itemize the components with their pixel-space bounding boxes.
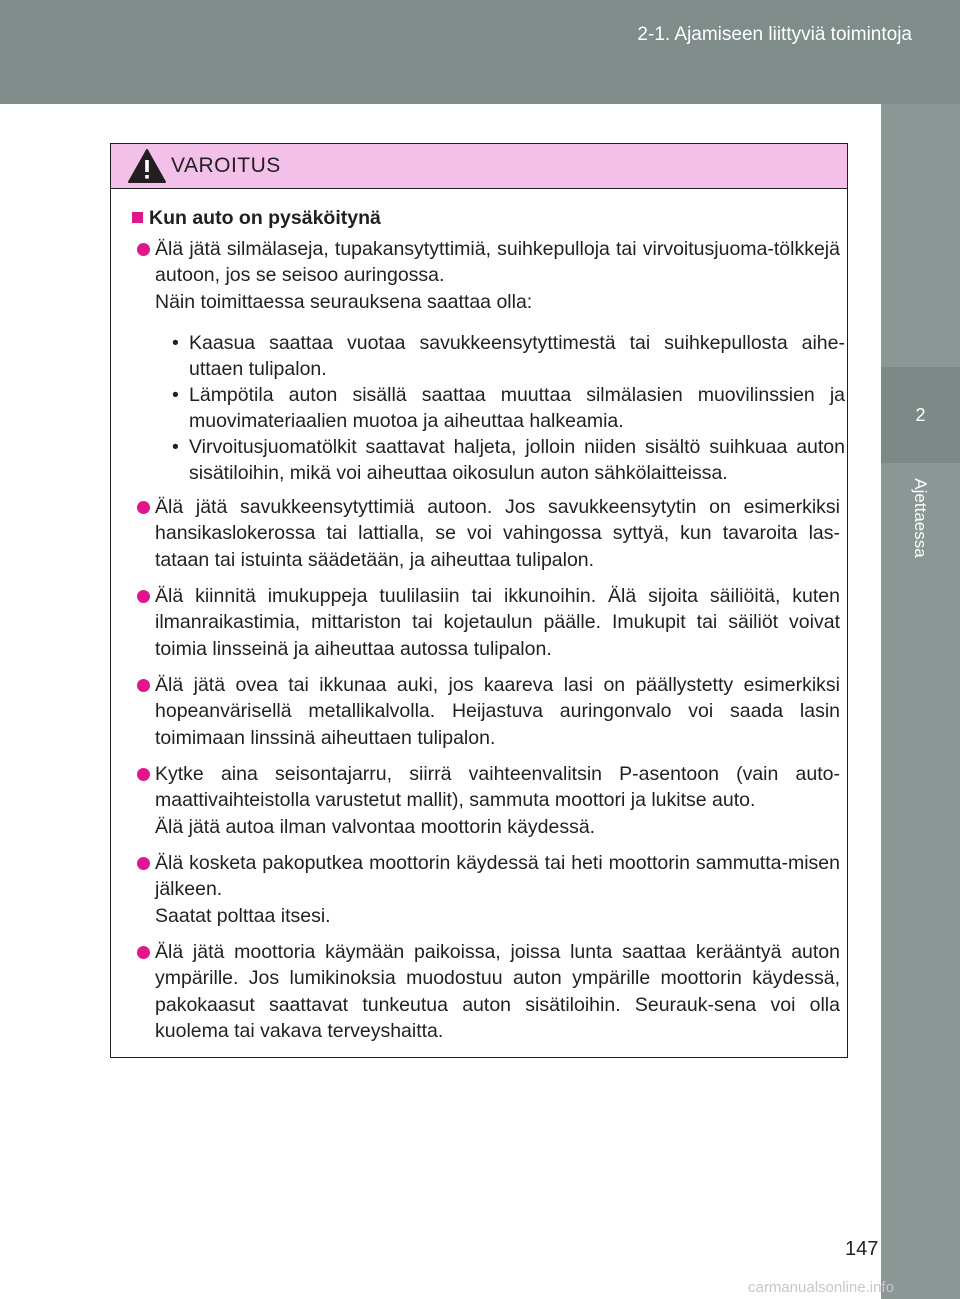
list-item-text: Älä jätä ovea tai ikkunaa auki, jos kaareva lasi on päällystetty esimerkiksi hopeanvärisellä metallikalvolla. Heijastuva auringonvalo voi saada lasin toimimaan linssinä aiheuttaen tulipalon.: [155, 674, 840, 749]
warning-box: [110, 143, 848, 1058]
sub-bullet: •: [172, 332, 179, 354]
list-item-text: Älä kiinnitä imukuppeja tuulilasiin tai ikkunoihin. Älä sijoita säiliöitä, kuten ilmanraikastimia, mittariston tai kojetaulun päälle. Imukupit tai säiliöt voivat toimia linsseinä ja aiheuttaa autossa tulipalon.: [155, 585, 840, 660]
chapter-number: 2: [881, 367, 960, 463]
warning-header: [111, 144, 847, 189]
square-bullet-icon: [132, 212, 143, 223]
sub-list-item: [172, 434, 845, 487]
sub-list-item: [172, 382, 845, 435]
list-item: [155, 939, 840, 1044]
bullet-icon: [137, 857, 150, 870]
section-heading: [111, 205, 381, 231]
list-item-text: Älä jätä moottoria käymään paikoissa, joissa lunta saattaa kerääntyä auton ympärille. Jos lumikinoksia muodostuu auton ympärille moottorin käydessä, pakokaasut saattavat tunkeutua auton sisätiloihin. Seurauk-sena voi olla kuolema tai vakava terveyshaitta.: [155, 941, 840, 1042]
list-item-text: Kytke aina seisontajarru, siirrä vaihteenvalitsin P-asentoon (vain auto-maattivaihteistolla varustetut mallit), sammuta moottori ja lukitse auto.: [155, 763, 840, 812]
bullet-icon: [137, 679, 150, 692]
section-heading-text: Kun auto on pysäköitynä: [149, 207, 381, 229]
bullet-icon: [137, 768, 150, 781]
list-item-note: Saatat polttaa itsesi.: [155, 904, 331, 927]
warning-title: VAROITUS: [171, 154, 281, 177]
sub-list-item-text: Virvoitusjuomatölkit saattavat haljeta, jolloin niiden sisältö suihkuaa auton sisätiloihin, mikä voi aiheuttaa oikosulun auton sähkölaitteissa.: [189, 436, 845, 485]
bullet-icon: [137, 243, 150, 256]
list-item: [155, 850, 840, 929]
sub-list-item-text: Kaasua saattaa vuotaa savukkeensytyttimestä tai suihkepullosta aihe-uttaen tulipalon.: [189, 332, 845, 381]
page-header: [0, 0, 960, 104]
list-item: [155, 583, 840, 662]
warning-triangle-icon: [127, 148, 167, 184]
page-number: 147: [845, 1238, 879, 1260]
chapter-label: Ajettaessa: [911, 478, 930, 558]
list-item: [155, 761, 840, 840]
list-item-note: Älä jätä autoa ilman valvontaa moottorin käydessä.: [155, 815, 596, 838]
bullet-icon: [137, 501, 150, 514]
list-item-note: Näin toimittaessa seurauksena saattaa olla:: [155, 290, 533, 313]
sub-bullet: •: [172, 436, 179, 458]
list-item-text: Älä jätä silmälaseja, tupakansytyttimiä, suihkepulloja tai virvoitusjuoma-tölkkejä autoon, jos se seisoo auringossa.: [155, 238, 840, 287]
list-item: [155, 494, 840, 573]
sub-list-item: [172, 330, 845, 383]
list-item: [155, 672, 840, 751]
sub-bullet: •: [172, 384, 179, 406]
list-item-text: Älä kosketa pakoputkea moottorin käydessä tai heti moottorin sammutta-misen jälkeen.: [155, 852, 840, 901]
list-item: [155, 236, 840, 315]
watermark: carmanualsonline.info: [748, 1279, 894, 1296]
sub-list-item-text: Lämpötila auton sisällä saattaa muuttaa silmälasien muovilinssien ja muovimateriaalien muotoa ja aiheuttaa halkeamia.: [189, 384, 845, 433]
list-item-text: Älä jätä savukkeensytyttimiä autoon. Jos savukkeensytytin on esimerkiksi hansikaslokerossa tai lattialla, se voi vahingossa syttyä, kun tavaroita las-tataan tai istuinta säädetään, ja aiheuttaa tulipalon.: [155, 496, 840, 571]
chapter-tab: [881, 104, 960, 1299]
section-title: 2-1. Ajamiseen liittyviä toimintoja: [637, 24, 912, 45]
bullet-icon: [137, 946, 150, 959]
bullet-icon: [137, 590, 150, 603]
